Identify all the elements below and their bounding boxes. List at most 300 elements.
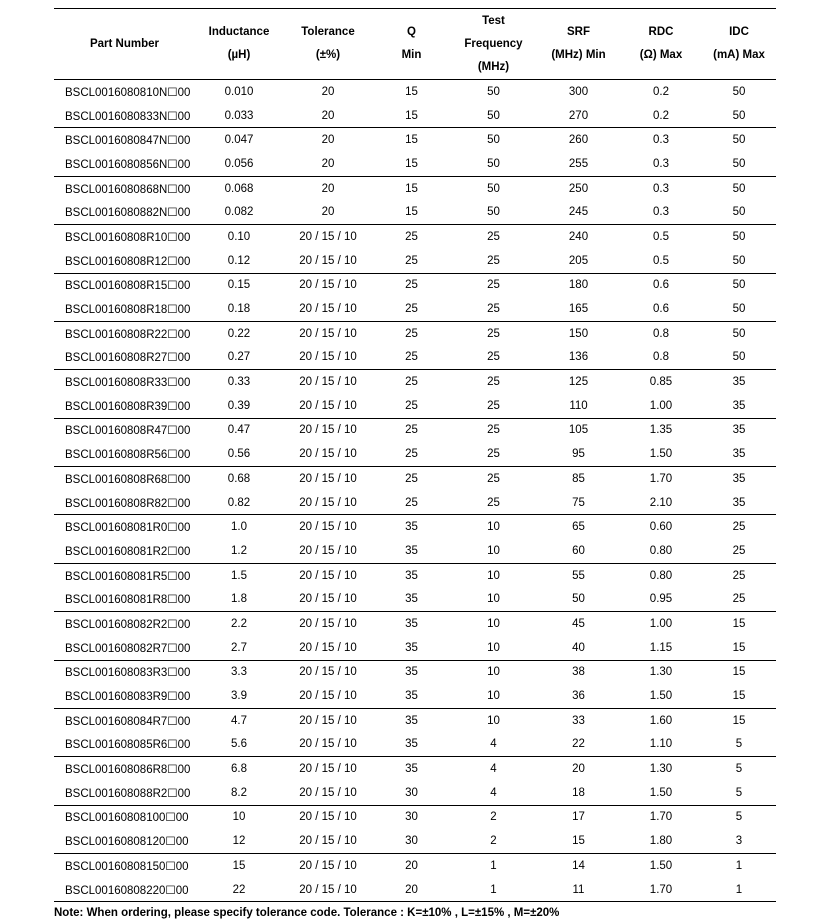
cell-q-min: 15 <box>405 109 418 122</box>
cell-rdc: 1.50 <box>649 448 673 461</box>
cell-q-min: 25 <box>405 472 418 485</box>
table-row <box>54 321 776 345</box>
table-row <box>54 418 776 442</box>
cell-rdc: 0.3 <box>653 182 669 195</box>
cell-srf: 14 <box>572 859 585 872</box>
cell-q-min: 25 <box>405 424 418 437</box>
cell-tolerance: 20 / 15 / 10 <box>299 714 357 727</box>
cell-tolerance: 20 / 15 / 10 <box>299 763 357 776</box>
cell-rdc: 1.15 <box>649 641 673 654</box>
cell-inductance: 0.10 <box>227 230 251 243</box>
cell-part-number: BSCL0016080882N☐00 <box>65 207 191 220</box>
cell-q-min: 25 <box>405 496 418 509</box>
cell-rdc: 0.6 <box>653 279 669 292</box>
header-line: RDC <box>648 26 674 38</box>
cell-inductance: 0.056 <box>224 157 254 170</box>
cell-rdc: 1.70 <box>649 472 673 485</box>
cell-part-number: BSCL00160808R22☐00 <box>65 328 191 341</box>
header-rdc <box>620 9 702 80</box>
cell-q-min: 35 <box>405 641 418 654</box>
header-line: Tolerance <box>301 26 355 38</box>
cell-tolerance: 20 / 15 / 10 <box>299 376 357 389</box>
cell-rdc: 0.8 <box>653 327 669 340</box>
cell-idc: 35 <box>732 424 746 437</box>
cell-srf: 55 <box>572 569 585 582</box>
cell-rdc: 1.30 <box>649 763 673 776</box>
header-line: Part Number <box>89 37 160 50</box>
cell-part-number: BSCL001608083R3☐00 <box>65 667 191 680</box>
cell-test-frequency: 50 <box>487 109 500 122</box>
cell-idc: 50 <box>732 327 746 340</box>
cell-q-min: 15 <box>405 134 418 147</box>
cell-idc: 15 <box>732 666 746 679</box>
cell-srf: 85 <box>572 472 585 485</box>
cell-rdc: 0.85 <box>649 376 673 389</box>
cell-test-frequency: 50 <box>487 134 500 147</box>
cell-inductance: 0.033 <box>224 109 254 122</box>
cell-srf: 11 <box>572 883 585 896</box>
spec-sheet <box>54 8 776 919</box>
cell-idc: 5 <box>735 763 743 776</box>
table-row <box>54 805 776 829</box>
cell-test-frequency: 25 <box>487 448 500 461</box>
header-line: (MHz) Min <box>551 49 606 61</box>
cell-inductance: 0.047 <box>224 134 254 147</box>
table-row <box>54 176 776 200</box>
header-tolerance <box>283 9 373 80</box>
cell-idc: 35 <box>732 376 746 389</box>
header-row <box>54 9 776 80</box>
cell-test-frequency: 10 <box>487 714 500 727</box>
cell-srf: 165 <box>568 303 589 316</box>
cell-tolerance: 20 / 15 / 10 <box>299 254 357 267</box>
cell-q-min: 35 <box>405 738 418 751</box>
cell-inductance: 0.82 <box>227 496 251 509</box>
table-row <box>54 346 776 370</box>
cell-tolerance: 20 / 15 / 10 <box>299 593 357 606</box>
cell-rdc: 0.2 <box>653 109 669 122</box>
cell-tolerance: 20 / 15 / 10 <box>299 544 357 557</box>
header-test-frequency <box>450 9 537 80</box>
cell-q-min: 35 <box>405 666 418 679</box>
cell-tolerance: 20 / 15 / 10 <box>299 496 357 509</box>
cell-idc: 15 <box>732 714 746 727</box>
cell-part-number: BSCL00160808R33☐00 <box>65 377 191 390</box>
cell-tolerance: 20 / 15 / 10 <box>299 811 357 824</box>
cell-test-frequency: 10 <box>487 666 500 679</box>
cell-tolerance: 20 / 15 / 10 <box>299 666 357 679</box>
cell-test-frequency: 25 <box>487 399 500 412</box>
cell-inductance: 12 <box>232 835 246 848</box>
cell-inductance: 8.2 <box>231 786 247 799</box>
table-row <box>54 757 776 781</box>
table-row <box>54 708 776 732</box>
table-row <box>54 515 776 539</box>
cell-inductance: 0.56 <box>227 448 251 461</box>
cell-part-number: BSCL001608083R9☐00 <box>65 691 191 704</box>
cell-inductance: 1.5 <box>231 569 247 582</box>
table-row <box>54 128 776 152</box>
header-inductance <box>195 9 283 80</box>
cell-part-number: BSCL0016080847N☐00 <box>65 135 191 148</box>
cell-srf: 300 <box>568 85 589 98</box>
cell-rdc: 0.95 <box>649 593 673 606</box>
header-idc <box>702 9 776 80</box>
cell-rdc: 0.80 <box>649 569 673 582</box>
cell-test-frequency: 25 <box>487 230 500 243</box>
cell-srf: 125 <box>568 376 589 389</box>
cell-idc: 15 <box>732 641 746 654</box>
cell-rdc: 0.5 <box>653 230 669 243</box>
table-row <box>54 878 776 902</box>
cell-inductance: 2.7 <box>231 641 247 654</box>
cell-rdc: 0.3 <box>653 206 669 219</box>
cell-rdc: 1.35 <box>649 424 673 437</box>
cell-inductance: 1.8 <box>231 593 247 606</box>
cell-q-min: 35 <box>405 763 418 776</box>
cell-q-min: 15 <box>405 182 418 195</box>
cell-q-min: 35 <box>405 521 418 534</box>
cell-part-number: BSCL00160808120☐00 <box>65 836 189 849</box>
cell-idc: 1 <box>735 883 743 896</box>
table-row <box>54 612 776 636</box>
cell-idc: 50 <box>732 134 746 147</box>
cell-inductance: 0.15 <box>227 279 251 292</box>
cell-srf: 205 <box>568 254 589 267</box>
header-line: (µH) <box>227 49 251 61</box>
cell-idc: 5 <box>735 786 743 799</box>
cell-inductance: 15 <box>232 859 246 872</box>
cell-tolerance: 20 / 15 / 10 <box>299 303 357 316</box>
table-row <box>54 152 776 176</box>
cell-part-number: BSCL00160808R82☐00 <box>65 497 191 510</box>
cell-part-number: BSCL0016080810N☐00 <box>65 86 191 99</box>
cell-tolerance: 20 / 15 / 10 <box>299 617 357 630</box>
cell-srf: 40 <box>572 641 585 654</box>
cell-srf: 33 <box>572 714 585 727</box>
cell-srf: 180 <box>568 279 589 292</box>
cell-idc: 50 <box>732 157 746 170</box>
cell-idc: 25 <box>732 521 746 534</box>
cell-idc: 50 <box>732 303 746 316</box>
cell-q-min: 20 <box>405 859 418 872</box>
cell-test-frequency: 25 <box>487 351 500 364</box>
cell-inductance: 0.33 <box>227 376 251 389</box>
cell-inductance: 0.27 <box>227 351 251 364</box>
cell-tolerance: 20 / 15 / 10 <box>299 883 357 896</box>
table-row <box>54 684 776 708</box>
cell-inductance: 0.68 <box>227 472 251 485</box>
cell-test-frequency: 10 <box>487 544 500 557</box>
cell-idc: 50 <box>732 182 746 195</box>
cell-test-frequency: 50 <box>487 157 500 170</box>
cell-idc: 50 <box>732 230 746 243</box>
table-body <box>54 80 776 902</box>
cell-q-min: 25 <box>405 399 418 412</box>
header-line: Min <box>401 49 422 61</box>
cell-rdc: 0.60 <box>649 521 673 534</box>
cell-test-frequency: 4 <box>490 763 497 776</box>
cell-q-min: 25 <box>405 230 418 243</box>
cell-tolerance: 20 / 15 / 10 <box>299 859 357 872</box>
cell-part-number: BSCL0016080856N☐00 <box>65 158 191 171</box>
cell-part-number: BSCL00160808220☐00 <box>65 884 189 897</box>
cell-part-number: BSCL001608088R2☐00 <box>65 787 191 800</box>
cell-tolerance: 20 / 15 / 10 <box>299 786 357 799</box>
cell-part-number: BSCL00160808R47☐00 <box>65 425 191 438</box>
cell-srf: 65 <box>572 521 585 534</box>
cell-test-frequency: 1 <box>490 859 497 872</box>
cell-inductance: 0.22 <box>227 327 251 340</box>
cell-inductance: 3.9 <box>231 690 247 703</box>
header-line: Test <box>482 14 505 27</box>
cell-idc: 35 <box>732 399 746 412</box>
cell-srf: 95 <box>572 448 585 461</box>
cell-inductance: 0.010 <box>224 85 254 98</box>
cell-rdc: 0.8 <box>653 351 669 364</box>
cell-q-min: 25 <box>405 448 418 461</box>
header-srf <box>537 9 620 80</box>
cell-inductance: 0.18 <box>227 303 251 316</box>
cell-test-frequency: 4 <box>490 786 497 799</box>
cell-inductance: 2.2 <box>231 617 247 630</box>
cell-srf: 60 <box>572 544 585 557</box>
cell-srf: 270 <box>568 109 589 122</box>
cell-inductance: 22 <box>232 883 246 896</box>
cell-inductance: 3.3 <box>231 666 247 679</box>
cell-idc: 50 <box>732 254 746 267</box>
cell-q-min: 35 <box>405 714 418 727</box>
table-row <box>54 781 776 805</box>
table-row <box>54 660 776 684</box>
header-line: Frequency <box>464 37 523 50</box>
cell-part-number: BSCL001608081R5☐00 <box>65 570 191 583</box>
cell-test-frequency: 25 <box>487 327 500 340</box>
cell-part-number: BSCL00160808R56☐00 <box>65 449 191 462</box>
cell-part-number: BSCL001608086R8☐00 <box>65 764 191 777</box>
cell-q-min: 35 <box>405 617 418 630</box>
cell-srf: 20 <box>572 763 585 776</box>
cell-q-min: 15 <box>405 157 418 170</box>
header-line: (mA) Max <box>713 49 765 61</box>
cell-tolerance: 20 <box>321 109 335 122</box>
table-row <box>54 297 776 321</box>
header-line: IDC <box>729 26 749 38</box>
cell-part-number: BSCL0016080833N☐00 <box>65 110 191 123</box>
cell-inductance: 10 <box>232 811 246 824</box>
cell-tolerance: 20 / 15 / 10 <box>299 521 357 534</box>
table-row <box>54 854 776 878</box>
cell-srf: 240 <box>568 230 589 243</box>
cell-part-number: BSCL001608082R2☐00 <box>65 618 191 631</box>
cell-part-number: BSCL00160808R10☐00 <box>65 231 191 244</box>
cell-idc: 15 <box>732 690 746 703</box>
cell-idc: 50 <box>732 85 746 98</box>
cell-inductance: 1.2 <box>231 544 247 557</box>
table-row <box>54 636 776 660</box>
cell-rdc: 2.10 <box>649 496 673 509</box>
table-row <box>54 225 776 249</box>
cell-idc: 15 <box>732 617 746 630</box>
cell-tolerance: 20 / 15 / 10 <box>299 448 357 461</box>
table-row <box>54 273 776 297</box>
header-line: (Ω) Max <box>639 49 683 61</box>
cell-part-number: BSCL00160808R39☐00 <box>65 400 191 413</box>
cell-part-number: BSCL00160808R68☐00 <box>65 473 191 486</box>
cell-part-number: BSCL00160808R15☐00 <box>65 280 191 293</box>
table-row <box>54 829 776 853</box>
cell-rdc: 1.10 <box>649 738 673 751</box>
cell-q-min: 30 <box>405 835 418 848</box>
cell-tolerance: 20 / 15 / 10 <box>299 399 357 412</box>
cell-idc: 35 <box>732 496 746 509</box>
cell-tolerance: 20 <box>321 157 335 170</box>
cell-test-frequency: 25 <box>487 376 500 389</box>
cell-inductance: 1.0 <box>231 521 247 534</box>
table-row <box>54 394 776 418</box>
cell-rdc: 1.50 <box>649 690 673 703</box>
cell-idc: 50 <box>732 279 746 292</box>
cell-q-min: 35 <box>405 544 418 557</box>
cell-test-frequency: 4 <box>490 738 497 751</box>
cell-rdc: 0.3 <box>653 134 669 147</box>
cell-srf: 250 <box>568 182 589 195</box>
cell-tolerance: 20 <box>321 182 335 195</box>
cell-idc: 35 <box>732 472 746 485</box>
table-row <box>54 467 776 491</box>
table-row <box>54 491 776 515</box>
table-row <box>54 587 776 611</box>
cell-tolerance: 20 / 15 / 10 <box>299 472 357 485</box>
cell-tolerance: 20 / 15 / 10 <box>299 230 357 243</box>
cell-rdc: 1.80 <box>649 835 673 848</box>
cell-inductance: 6.8 <box>231 763 247 776</box>
cell-rdc: 0.2 <box>653 85 669 98</box>
cell-inductance: 5.6 <box>231 738 247 751</box>
table-row <box>54 539 776 563</box>
cell-rdc: 1.50 <box>649 786 673 799</box>
cell-inductance: 0.39 <box>227 399 251 412</box>
cell-part-number: BSCL00160808150☐00 <box>65 860 189 873</box>
cell-inductance: 0.47 <box>227 424 251 437</box>
cell-test-frequency: 10 <box>487 617 500 630</box>
cell-q-min: 25 <box>405 279 418 292</box>
cell-rdc: 1.60 <box>649 714 673 727</box>
cell-test-frequency: 2 <box>490 811 497 824</box>
cell-tolerance: 20 / 15 / 10 <box>299 279 357 292</box>
cell-tolerance: 20 / 15 / 10 <box>299 641 357 654</box>
cell-srf: 38 <box>572 666 585 679</box>
cell-part-number: BSCL00160808R18☐00 <box>65 304 191 317</box>
cell-rdc: 0.5 <box>653 254 669 267</box>
cell-tolerance: 20 / 15 / 10 <box>299 424 357 437</box>
cell-srf: 136 <box>568 351 589 364</box>
cell-part-number: BSCL00160808R27☐00 <box>65 352 191 365</box>
cell-test-frequency: 10 <box>487 521 500 534</box>
cell-q-min: 20 <box>405 883 418 896</box>
cell-tolerance: 20 <box>321 206 335 219</box>
cell-rdc: 1.70 <box>649 883 673 896</box>
cell-srf: 260 <box>568 134 589 147</box>
cell-test-frequency: 2 <box>490 835 497 848</box>
cell-test-frequency: 25 <box>487 303 500 316</box>
cell-part-number: BSCL00160808R12☐00 <box>65 255 191 268</box>
cell-part-number: BSCL001608081R0☐00 <box>65 522 191 535</box>
cell-srf: 36 <box>572 690 585 703</box>
cell-idc: 35 <box>732 448 746 461</box>
cell-idc: 25 <box>732 569 746 582</box>
cell-part-number: BSCL001608081R2☐00 <box>65 545 191 558</box>
cell-tolerance: 20 <box>321 134 335 147</box>
header-line: (MHz) <box>477 60 510 73</box>
cell-test-frequency: 25 <box>487 424 500 437</box>
cell-srf: 105 <box>568 424 589 437</box>
cell-q-min: 15 <box>405 206 418 219</box>
cell-idc: 5 <box>735 811 743 824</box>
cell-idc: 3 <box>735 835 743 848</box>
cell-part-number: BSCL001608084R7☐00 <box>65 715 191 728</box>
cell-q-min: 30 <box>405 786 418 799</box>
table-row <box>54 200 776 224</box>
cell-q-min: 25 <box>405 376 418 389</box>
cell-srf: 17 <box>572 811 585 824</box>
cell-q-min: 25 <box>405 254 418 267</box>
table-row <box>54 563 776 587</box>
cell-tolerance: 20 / 15 / 10 <box>299 835 357 848</box>
cell-part-number: BSCL0016080868N☐00 <box>65 183 191 196</box>
cell-rdc: 0.80 <box>649 544 673 557</box>
cell-srf: 245 <box>568 206 589 219</box>
cell-tolerance: 20 <box>321 85 335 98</box>
cell-srf: 150 <box>568 327 589 340</box>
cell-part-number: BSCL001608085R6☐00 <box>65 739 191 752</box>
cell-test-frequency: 25 <box>487 496 500 509</box>
table-row <box>54 733 776 757</box>
header-line: Q <box>407 26 416 38</box>
cell-q-min: 35 <box>405 593 418 606</box>
cell-rdc: 0.3 <box>653 157 669 170</box>
cell-srf: 75 <box>572 496 585 509</box>
cell-tolerance: 20 / 15 / 10 <box>299 351 357 364</box>
cell-idc: 5 <box>735 738 743 751</box>
header-line: SRF <box>567 26 590 38</box>
header-q-min <box>373 9 450 80</box>
cell-test-frequency: 10 <box>487 690 500 703</box>
cell-test-frequency: 25 <box>487 254 500 267</box>
cell-q-min: 30 <box>405 811 418 824</box>
cell-part-number: BSCL00160808100☐00 <box>65 812 189 825</box>
cell-srf: 18 <box>572 786 585 799</box>
cell-q-min: 35 <box>405 569 418 582</box>
table-row <box>54 442 776 466</box>
ordering-note: Note: When ordering, please specify tolerance code. Tolerance : K=±10% , L=±15% , M=±20% <box>54 907 560 919</box>
cell-idc: 25 <box>732 593 746 606</box>
cell-tolerance: 20 / 15 / 10 <box>299 690 357 703</box>
cell-srf: 22 <box>572 738 585 751</box>
cell-idc: 50 <box>732 351 746 364</box>
inductor-spec-table <box>54 8 776 902</box>
cell-idc: 1 <box>735 859 743 872</box>
table-row <box>54 370 776 394</box>
cell-inductance: 4.7 <box>231 714 247 727</box>
cell-idc: 50 <box>732 109 746 122</box>
cell-test-frequency: 10 <box>487 593 500 606</box>
cell-q-min: 15 <box>405 85 418 98</box>
cell-rdc: 1.30 <box>649 666 673 679</box>
cell-idc: 25 <box>732 544 746 557</box>
cell-idc: 50 <box>732 206 746 219</box>
cell-tolerance: 20 / 15 / 10 <box>299 569 357 582</box>
